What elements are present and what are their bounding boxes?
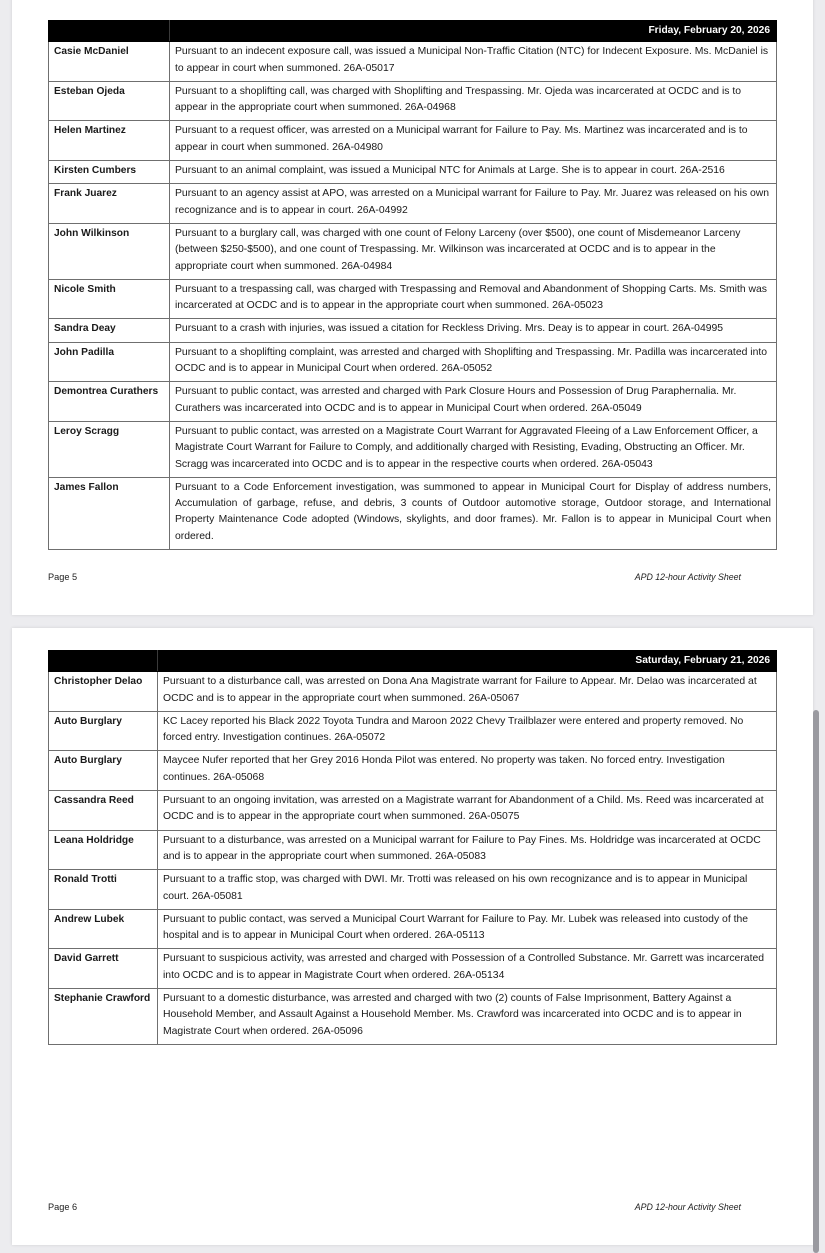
- table-row: [49, 319, 777, 342]
- date-header: Saturday, February 21, 2026: [158, 651, 777, 672]
- document-title-footer: APD 12-hour Activity Sheet: [634, 572, 741, 582]
- activity-table: [48, 20, 777, 550]
- table-row: [49, 870, 777, 910]
- row-description: Pursuant to public contact, was arrested and charged with Park Closure Hours and Possession of Drug Paraphernalia. Mr. Curathers was incarcerated into OCDC and is to appear in Municipal Court when ordered. 26A-05049: [170, 382, 777, 422]
- row-name: Frank Juarez: [49, 184, 170, 224]
- row-description: Maycee Nufer reported that her Grey 2016 Honda Pilot was entered. No property was taken. No forced entry. Investigation continues. 26A-05068: [158, 751, 777, 791]
- row-description: Pursuant to a Code Enforcement investigation, was summoned to appear in Municipal Court for Display of address numbers, Accumulation of garbage, refuse, and debris, 3 counts of Outdoor automotive storage, Outdoor storage, and International Property Maintenance Code adopted (Windows, skylights, and door frames). Mr. Fallon is to appear in Municipal Court when ordered.: [170, 477, 777, 549]
- table-row: [49, 711, 777, 751]
- row-description: Pursuant to an ongoing invitation, was arrested on a Magistrate warrant for Abandonment of a Child. Ms. Reed was incarcerated at OCDC and is to appear in the appropriate court when summoned. 26A-05075: [158, 791, 777, 831]
- row-name: James Fallon: [49, 477, 170, 549]
- table-row: [49, 672, 777, 712]
- row-name: Ronald Trotti: [49, 870, 158, 910]
- row-name: John Padilla: [49, 342, 170, 382]
- header-blank-cell: [49, 21, 170, 42]
- row-name: Demontrea Curathers: [49, 382, 170, 422]
- row-name: Nicole Smith: [49, 279, 170, 319]
- activity-table: [48, 650, 777, 1045]
- date-header: Friday, February 20, 2026: [170, 21, 777, 42]
- page-number: Page 6: [48, 1202, 78, 1212]
- row-description: Pursuant to public contact, was arrested on a Magistrate Court Warrant for Aggravated Fleeing of a Law Enforcement Officer, a Magistrate Court Warrant for Failure to Comply, and additionally charged with Resisting, Evading, Obstructing an Officer. Mr. Scragg was incarcerated into OCDC and is to appear in the respective courts when ordered. 26A-05043: [170, 421, 777, 477]
- row-name: Leroy Scragg: [49, 421, 170, 477]
- row-name: Auto Burglary: [49, 751, 158, 791]
- row-name: David Garrett: [49, 949, 158, 989]
- document-page-6: [12, 628, 813, 1245]
- table-row: [49, 909, 777, 949]
- document-title-footer: APD 12-hour Activity Sheet: [634, 1202, 741, 1212]
- row-description: Pursuant to a shoplifting call, was charged with Shoplifting and Trespassing. Mr. Ojeda was incarcerated at OCDC and is to appear in the appropriate court when summoned. 26A-04968: [170, 81, 777, 121]
- row-description: Pursuant to a domestic disturbance, was arrested and charged with two (2) counts of False Imprisonment, Battery Against a Household Member, and Assault Against a Household Member. Ms. Crawford was incarcerated into OCDC and is to appear in Magistrate Court when ordered. 26A-05096: [158, 989, 777, 1045]
- document-page-5: [12, 0, 813, 615]
- row-description: Pursuant to a traffic stop, was charged with DWI. Mr. Trotti was released on his own recognizance and is to appear in Municipal court. 26A-05081: [158, 870, 777, 910]
- table-row: [49, 42, 777, 82]
- table-row: [49, 223, 777, 279]
- row-name: Casie McDaniel: [49, 42, 170, 82]
- table-row: [49, 382, 777, 422]
- header-blank-cell: [49, 651, 158, 672]
- table-row: [49, 830, 777, 870]
- row-description: Pursuant to public contact, was served a Municipal Court Warrant for Failure to Pay. Mr. Lubek was released into custody of the hospital and is to appear in Municipal Court when ordered. 26A-05113: [158, 909, 777, 949]
- row-description: Pursuant to a shoplifting complaint, was arrested and charged with Shoplifting and Trespassing. Mr. Padilla was incarcerated into OCDC and is to appear in Municipal Court when ordered. 26A-05052: [170, 342, 777, 382]
- row-name: Kirsten Cumbers: [49, 161, 170, 184]
- row-description: KC Lacey reported his Black 2022 Toyota Tundra and Maroon 2022 Chevy Trailblazer were entered and property removed. No forced entry. Investigation continues. 26A-05072: [158, 711, 777, 751]
- table-row: [49, 477, 777, 549]
- table-row: [49, 121, 777, 161]
- table-row: [49, 81, 777, 121]
- table-row: [49, 279, 777, 319]
- row-description: Pursuant to a trespassing call, was charged with Trespassing and Removal and Abandonment of Shopping Carts. Ms. Smith was incarcerated at OCDC and is to appear in the appropriate court when summoned. 26A-05023: [170, 279, 777, 319]
- date-header-row: [49, 651, 777, 672]
- table-row: [49, 989, 777, 1045]
- row-name: Cassandra Reed: [49, 791, 158, 831]
- row-description: Pursuant to a disturbance call, was arrested on Dona Ana Magistrate warrant for Failure to Appear. Mr. Delao was incarcerated at OCDC and is to appear in the appropriate court when summoned. 26A-05067: [158, 672, 777, 712]
- row-name: Auto Burglary: [49, 711, 158, 751]
- row-name: Leana Holdridge: [49, 830, 158, 870]
- row-description: Pursuant to a request officer, was arrested on a Municipal warrant for Failure to Pay. Ms. Martinez was incarcerated and is to appear in court when summoned. 26A-04980: [170, 121, 777, 161]
- row-name: Christopher Delao: [49, 672, 158, 712]
- table-row: [49, 791, 777, 831]
- row-name: Esteban Ojeda: [49, 81, 170, 121]
- table-row: [49, 949, 777, 989]
- row-name: Helen Martinez: [49, 121, 170, 161]
- date-header-row: [49, 21, 777, 42]
- row-description: Pursuant to a disturbance, was arrested on a Municipal warrant for Failure to Pay Fines. Ms. Holdridge was incarcerated at OCDC and is to appear in the appropriate court when summoned. 26A-05083: [158, 830, 777, 870]
- table-row: [49, 161, 777, 184]
- row-description: Pursuant to suspicious activity, was arrested and charged with Possession of a Controlled Substance. Mr. Garrett was incarcerated into OCDC and is to appear in Magistrate Court when ordered. 26A-05134: [158, 949, 777, 989]
- page-number: Page 5: [48, 572, 78, 582]
- row-description: Pursuant to a crash with injuries, was issued a citation for Reckless Driving. Mrs. Deay is to appear in court. 26A-04995: [170, 319, 777, 342]
- row-description: Pursuant to an indecent exposure call, was issued a Municipal Non-Traffic Citation (NTC) for Indecent Exposure. Ms. McDaniel is to appear in court when summoned. 26A-05017: [170, 42, 777, 82]
- row-name: Stephanie Crawford: [49, 989, 158, 1045]
- row-description: Pursuant to a burglary call, was charged with one count of Felony Larceny (over $500), one count of Misdemeanor Larceny (between $250-$500), and one count of Trespassing. Mr. Wilkinson was incarcerated at OCDC and is to appear in the appropriate court when summoned. 26A-04984: [170, 223, 777, 279]
- vertical-scrollbar[interactable]: [813, 710, 819, 1253]
- table-row: [49, 421, 777, 477]
- table-row: [49, 184, 777, 224]
- row-description: Pursuant to an agency assist at APO, was arrested on a Municipal warrant for Failure to Pay. Mr. Juarez was released on his own recognizance and is to appear in court. 26A-04992: [170, 184, 777, 224]
- table-row: [49, 342, 777, 382]
- row-name: John Wilkinson: [49, 223, 170, 279]
- row-name: Andrew Lubek: [49, 909, 158, 949]
- table-row: [49, 751, 777, 791]
- row-name: Sandra Deay: [49, 319, 170, 342]
- row-description: Pursuant to an animal complaint, was issued a Municipal NTC for Animals at Large. She is to appear in court. 26A-2516: [170, 161, 777, 184]
